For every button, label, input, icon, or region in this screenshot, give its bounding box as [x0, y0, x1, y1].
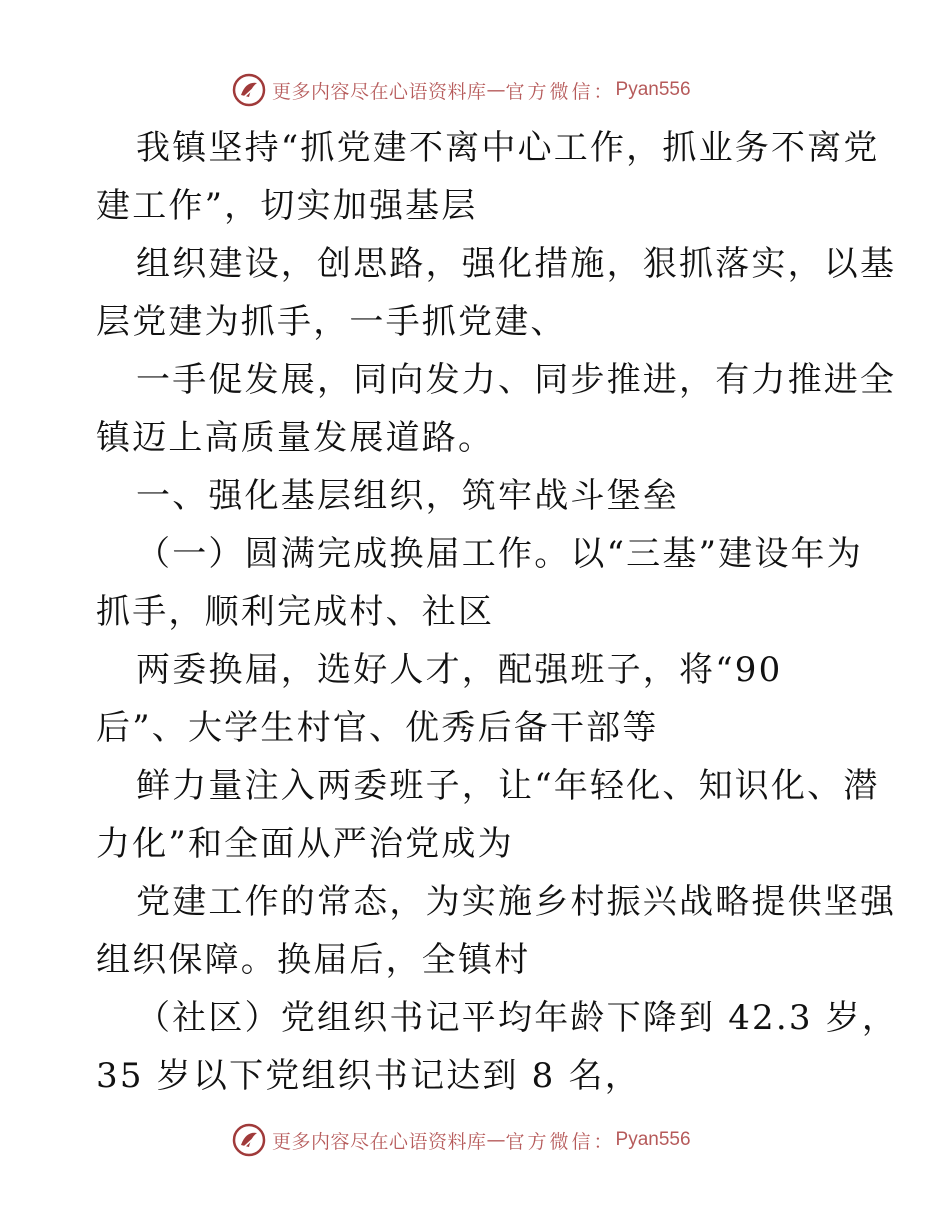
watermark-separator: —: [486, 1129, 506, 1151]
header-watermark: [232, 72, 712, 108]
footer-watermark: [232, 1122, 712, 1158]
text-line: 我镇坚持“抓党建不离中心工作，抓业务不离党: [136, 128, 880, 168]
text-line: 力化”和全面从严治党成为: [96, 824, 514, 864]
section-heading: 一、强化基层组织，筑牢战斗堡垒: [136, 476, 679, 516]
text-line: 镇迈上高质量发展道路。: [96, 418, 495, 458]
text-line: 35 岁以下党组织书记达到 8 名，: [96, 1056, 641, 1096]
text-line: 鲜力量注入两委班子，让“年轻化、知识化、潜: [136, 766, 880, 806]
watermark-wechat-id: Pyan556: [615, 79, 691, 100]
text-line: 两委换届，选好人才，配强班子，将“90: [136, 650, 783, 690]
watermark-wechat-id: Pyan556: [615, 1129, 691, 1150]
watermark-brand: 更多内容尽在心语资料库: [272, 80, 487, 103]
text-line: 组织建设，创思路，强化措施，狠抓落实，以基: [136, 244, 897, 284]
watermark-label: 官方微信：: [505, 1130, 616, 1153]
text-line: 组织保障。换届后，全镇村: [96, 940, 531, 980]
logo-icon: [232, 73, 266, 107]
watermark-brand: 更多内容尽在心语资料库: [272, 1130, 487, 1153]
text-line: 后”、大学生村官、优秀后备干部等: [96, 708, 659, 748]
watermark-separator: —: [486, 79, 506, 101]
text-line: 一手促发展，同向发力、同步推进，有力推进全: [136, 360, 897, 400]
watermark-label: 官方微信：: [505, 80, 616, 103]
text-line: （社区）党组织书记平均年龄下降到 42.3 岁，: [136, 998, 899, 1038]
text-line: （一）圆满完成换届工作。以“三基”建设年为: [136, 534, 863, 574]
logo-icon: [232, 1123, 266, 1157]
text-line: 抓手，顺利完成村、社区: [96, 592, 495, 632]
text-line: 党建工作的常态，为实施乡村振兴战略提供坚强: [136, 882, 897, 922]
text-line: 层党建为抓手，一手抓党建、: [96, 302, 567, 342]
text-line: 建工作”，切实加强基层: [96, 186, 478, 226]
